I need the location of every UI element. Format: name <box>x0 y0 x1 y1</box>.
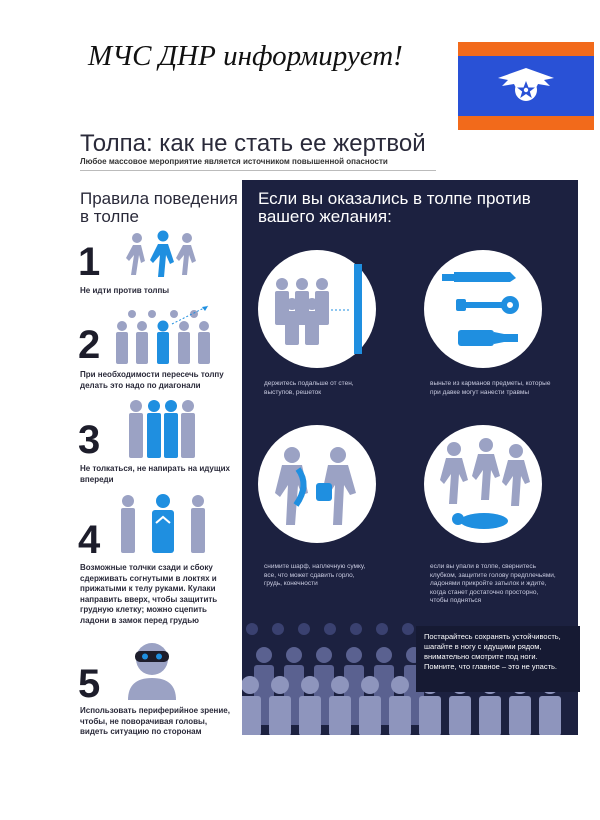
rules-heading: Правила поведения в толпе <box>80 189 238 226</box>
remove-scarf-icon <box>258 425 376 543</box>
keep-away-from-walls-icon <box>258 250 376 368</box>
peripheral-vision-icon <box>122 640 182 700</box>
curl-up-icon <box>424 425 542 543</box>
infographic-title: Толпа: как не стать ее жертвой <box>80 130 426 157</box>
protect-chest-icon <box>118 493 210 555</box>
tip-3-text: снимите шарф, наплечную сумку, все, что может сдавить горло, грудь, конечности <box>264 563 366 587</box>
no-pushing-icon <box>124 398 204 460</box>
tip-4-text: если вы упали в толпе, свернитесь клубком, защитите голову предплечьями, ладонями прикройте затылок и ждите, когда станет достаточно просторно, чтобы подняться <box>430 563 556 604</box>
rule-1-text: Не идти против толпы <box>80 286 170 295</box>
header-title: МЧС ДНР информирует! <box>88 40 403 72</box>
rule-4-number: 4 <box>78 518 101 562</box>
rule-5-number: 5 <box>78 662 101 706</box>
panel-note: Постарайтесь сохранять устойчивость, шагайте в ногу с идущими рядом, внимательно смотрите под ноги. Помните, что главное – это не упасть. <box>416 626 580 692</box>
tip-fall-circle <box>424 425 542 543</box>
panel-heading: Если вы оказались в толпе против вашего желания: <box>258 189 531 226</box>
mchs-flag <box>458 42 594 130</box>
tip-pockets-circle <box>424 250 542 368</box>
rule-2-text: При необходимости пересечь толпу делать это надо по диагонали <box>80 370 224 390</box>
tip-scarf-circle <box>258 425 376 543</box>
title-divider <box>80 170 436 171</box>
crowd-tips-panel <box>242 180 578 625</box>
tip-walls-circle <box>258 250 376 368</box>
dangerous-objects-icon <box>424 250 542 368</box>
rule-4-text: Возможные толчки сзади и сбоку сдерживать согнутыми в локтях и прижатыми к телу руками. Кулаки направить вверх, чтобы защитить грудную клетку; можно сцепить ладони в замок перед грудью <box>80 563 218 625</box>
rule-3-text: Не толкаться, не напирать на идущих впереди <box>80 464 230 484</box>
rule-2-number: 2 <box>78 323 101 367</box>
rule-3-number: 3 <box>78 418 101 462</box>
rule-5-text: Использовать периферийное зрение, чтобы, не поворачивая головы, видеть ситуацию по сторонам <box>80 706 230 736</box>
tip-1-text: держитесь подальше от стен, выступов, решеток <box>264 380 354 396</box>
rule-1-number: 1 <box>78 240 101 284</box>
infographic-subtitle: Любое массовое мероприятие является источником повышенной опасности <box>80 157 388 166</box>
tip-2-text: выньте из карманов предметы, которые при давке могут нанести травмы <box>430 380 551 396</box>
walking-people-icon <box>125 230 205 282</box>
diagonal-crossing-icon <box>112 304 217 366</box>
